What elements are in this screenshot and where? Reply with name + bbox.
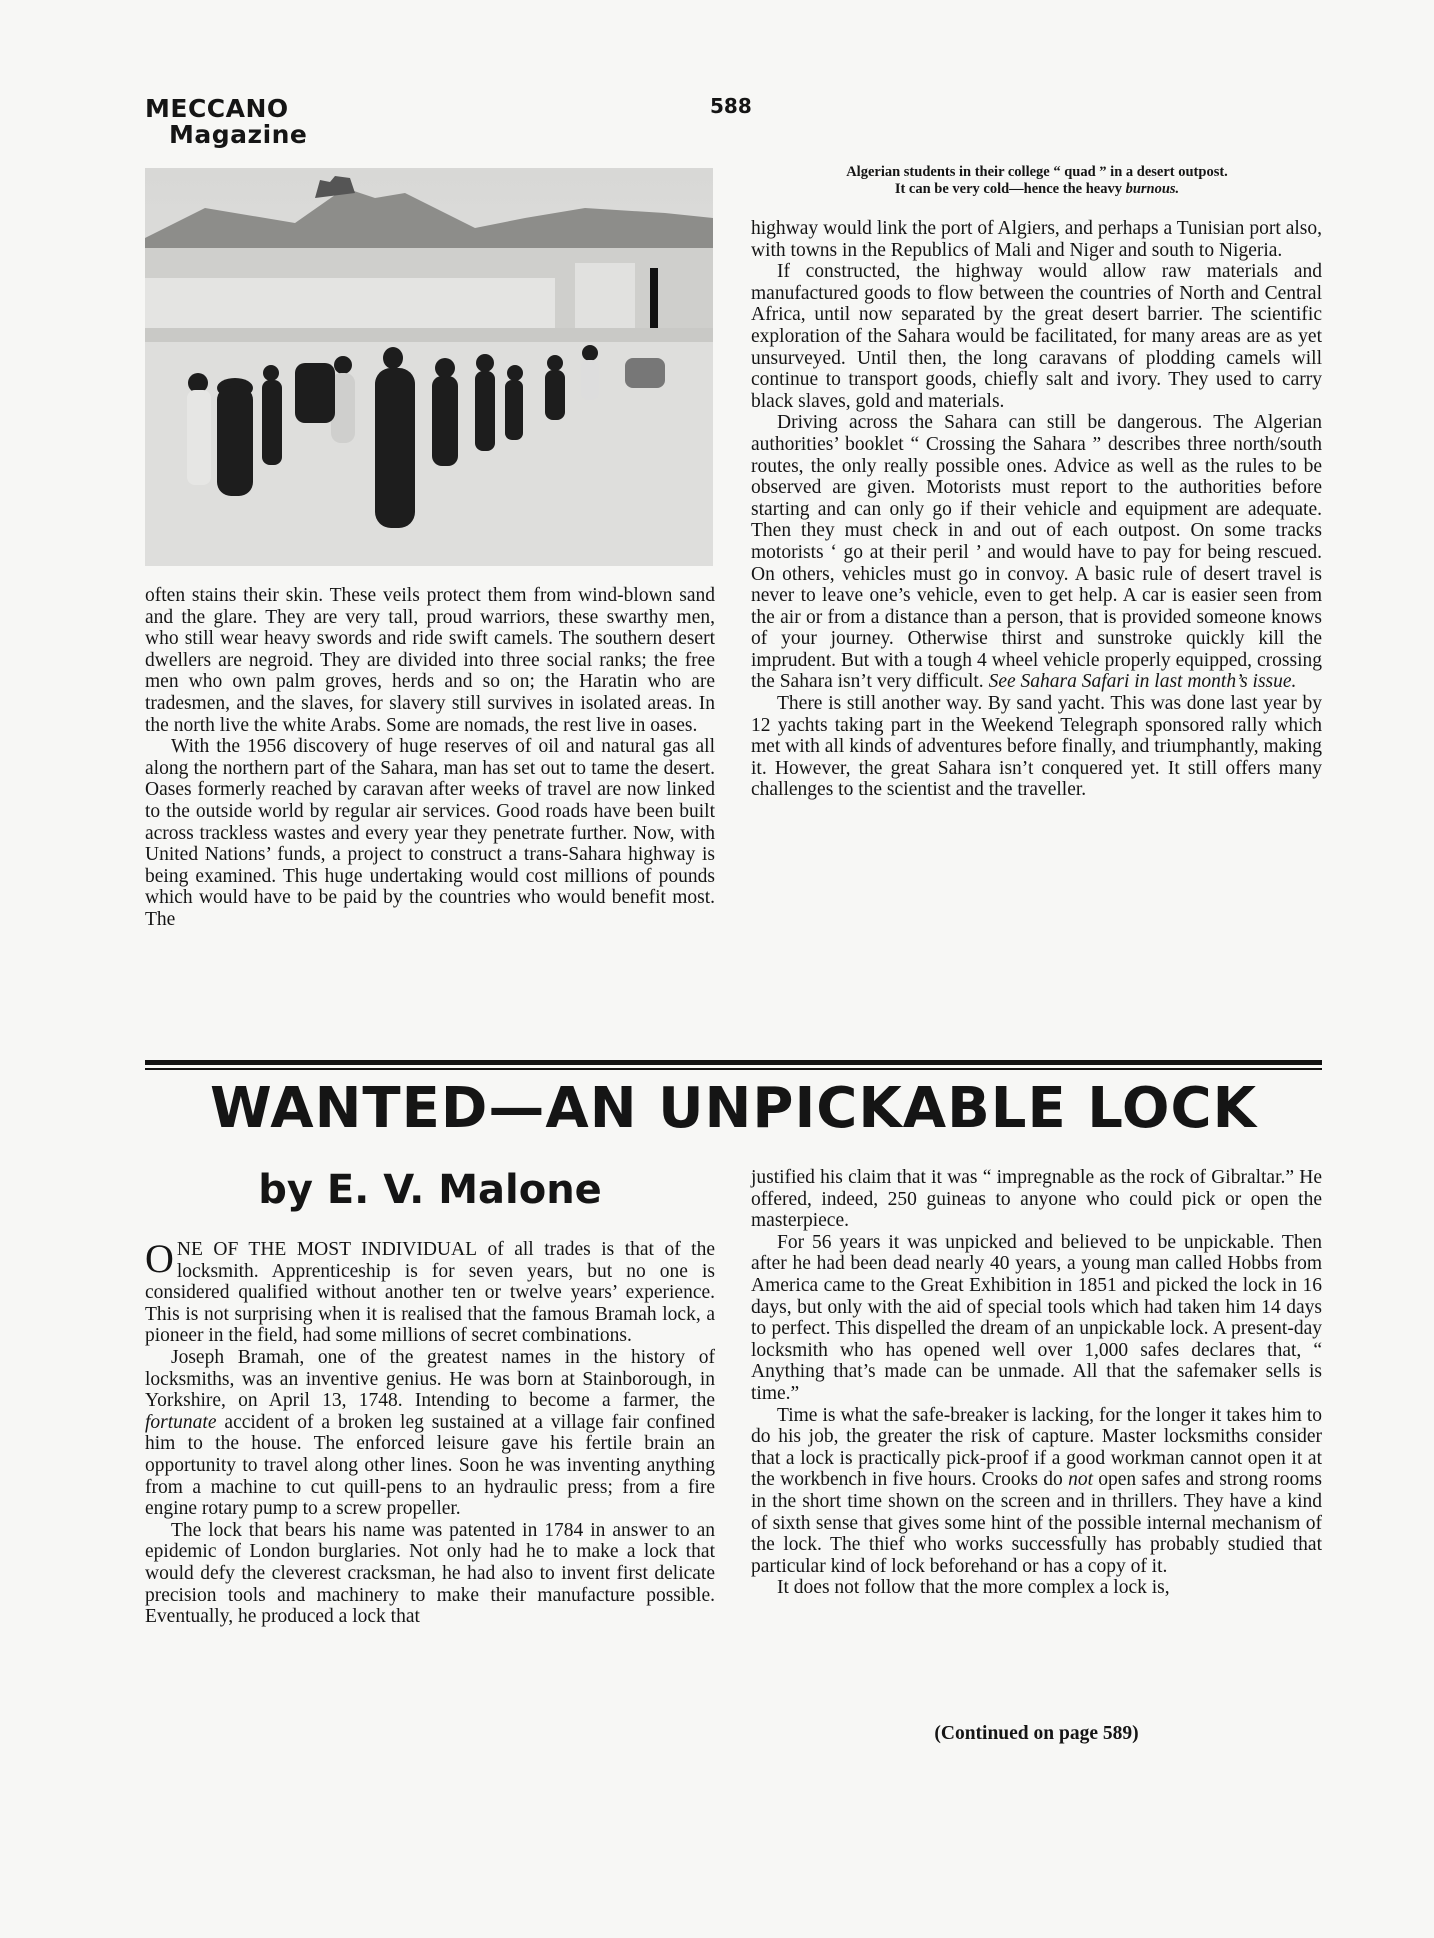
caption-line2: It can be very cold—hence the heavy [894, 181, 1126, 197]
paragraph: With the 1956 discovery of huge reserves of oil and natural gas all along the northern part of the Sahara, man has set out to tame the desert. Oases formerly reached by caravan after weeks of travel are now linked to the outside world by regular air services. Good roads have been built across trackless wastes and every year they penetrate further. Now, with United Nations’ funds, a project to construct a trans-Sahara highway is being examined. This huge undertaking would cost millions of pounds which would have to be paid by the countries who would benefit most. The [145, 736, 715, 930]
article2-right-column [751, 1167, 1322, 1599]
article-byline: by E. V. Malone [258, 1167, 602, 1213]
desert-college-photo [145, 168, 713, 566]
photo-caption [752, 164, 1322, 198]
paragraph: For 56 years it was unpicked and believed to be unpickable. Then after he had been dead nearly 40 years, a young man called Hobbs from America came to the Great Exhibition in 1851 and picked the lock in 16 days, but only with the aid of special tools which had taken him 14 days to perfect. This dispelled the dream of an unpickable lock. A present-day locksmith who has opened well over 1,000 safes declares that, “ Anything that’s made can be unmade. All that the safemaker sells is time.” [751, 1231, 1322, 1404]
article2-left-column [145, 1236, 716, 1628]
paragraph: often stains their skin. These veils protect them from wind-blown sand and the glare. They are very tall, proud warriors, these swarthy men, who still wear heavy swords and ride swift camels. The southern desert dwellers are negroid. They are divided into three social ranks; the free men who own palm groves, herds and so on; the Haratin who are tradesmen, and the slaves, for slavery still survives in isolated areas. In the north live the white Arabs. Some are nomads, the rest live in oases. [145, 585, 715, 736]
article-headline: WANTED—AN UNPICKABLE LOCK [209, 1076, 1258, 1141]
paragraph: It does not follow that the more complex a lock is, [777, 1577, 1170, 1599]
masthead [145, 96, 307, 148]
paragraph [751, 1405, 1322, 1578]
paragraph [145, 1236, 716, 1347]
section-rule [145, 1060, 1322, 1065]
masthead-line2: Magazine [169, 120, 308, 149]
cross-reference: See Sahara Safari in last month’s issue. [988, 671, 1297, 693]
paragraph-text: accident of a broken leg sustained at a village fair confined him to the house. The enforced leisure gave his fertile brain an opportunity to travel along other lines. Soon he was inventing anything from a machine to cut quill-pens to an hydraulic press; from a fire engine rotary pump to a screw propeller. [145, 1411, 715, 1520]
masthead-line1: MECCANO [145, 94, 289, 123]
emphasis: fortunate [145, 1411, 217, 1433]
paragraph: If constructed, the highway would allow raw materials and manufactured goods to flow between the countries of North and Central Africa, until now separated by the great desert barrier. The scientific exploration of the Sahara would be facilitated, for many areas are as yet unsurveyed. Until then, the long caravans of plodding camels will continue to transport goods, chiefly salt and ivory. They used to carry black slaves, gold and materials. [751, 261, 1322, 412]
article1-left-column [145, 585, 715, 931]
caption-line1: Algerian students in their college “ quad ” in a desert outpost. [846, 164, 1228, 180]
paragraph [145, 1347, 715, 1520]
section-rule [145, 1068, 1322, 1070]
paragraph: highway would link the port of Algiers, and perhaps a Tunisian port also, with towns in the Republics of Mali and Niger and south to Nigeria. [751, 218, 1322, 261]
paragraph-text: Driving across the Sahara can still be dangerous. The Algerian authorities’ booklet “ Crossing the Sahara ” describes three north/south routes, the only really possible ones. Advice as well as the rules to be observed are given. Motorists must report to the authorities before starting and can only go if their vehicle and equipment are adequate. Then they must check in and out of each outpost. On some tracks motorists ‘ go at their peril ’ and would have to pay for being rescued. On others, vehicles must go in convoy. A basic rule of desert travel is never to leave one’s vehicle, even to get help. A car is easier seen from the air or from a distance than a person, that is provided someone knows of your journey. Otherwise thirst and sunstroke quickly kill the imprudent. But with a tough 4 wheel vehicle properly equipped, crossing the Sahara isn’t very difficult. [751, 412, 1322, 693]
lead-caps: NE OF THE MOST INDIVIDUAL [176, 1239, 478, 1260]
paragraph: There is still another way. By sand yacht. This was done last year by 12 yachts taking part in the Weekend Telegraph sponsored rally which met with all kinds of adventures before finally, and triumphantly, making it. However, the great Sahara isn’t conquered yet. It still offers many challenges to the scientist and the traveller. [751, 693, 1322, 801]
paragraph-text: open safes and strong rooms in the short time shown on the screen and in thrillers. They have a kind of sixth sense that gives some hint of the possible internal mechanism of the lock. The thief who works successfully has probably studied that particular kind of lock beforehand or has a copy of it. [751, 1469, 1322, 1577]
paragraph: justified his claim that it was “ impregnable as the rock of Gibraltar.” He offered, indeed, 250 guineas to anyone who could pick or open the masterpiece. [751, 1167, 1322, 1232]
article1-right-column [751, 218, 1322, 801]
drop-cap: O [145, 1236, 174, 1281]
emphasis: not [1068, 1469, 1093, 1491]
continued-note: (Continued on page 589) [934, 1723, 1139, 1744]
caption-italic: burnous. [1125, 181, 1180, 197]
paragraph: The lock that bears his name was patented in 1784 in answer to an epidemic of London burglaries. Not only had he to make a lock that would defy the cleverest cracksman, he had also to invent first delicate precision tools and machinery to make their manufacture possible. Eventually, he produced a lock that [145, 1519, 715, 1628]
paragraph-text: of all trades is that of the locksmith. Apprenticeship is for seven years, but no one is considered qualified without another ten or twelve years’ experience. This is not surprising when it is realised that the famous Bramah lock, a pioneer in the field, had some millions of secret combinations. [145, 1239, 716, 1347]
paragraph-text: Time is what the safe-breaker is lacking, for the longer it takes him to do his job, the greater the risk of capture. Master locksmiths consider that a lock is practically pick-proof if a good workman cannot open it at the workbench in five hours. Crooks do [751, 1404, 1322, 1491]
paragraph-text: Joseph Bramah, one of the greatest names in the history of locksmiths, was an inventive genius. He was born at Stainborough, in Yorkshire, on April 13, 1748. Intending to become a farmer, the [145, 1346, 715, 1412]
paragraph [751, 412, 1322, 693]
page-number: 588 [710, 94, 752, 118]
